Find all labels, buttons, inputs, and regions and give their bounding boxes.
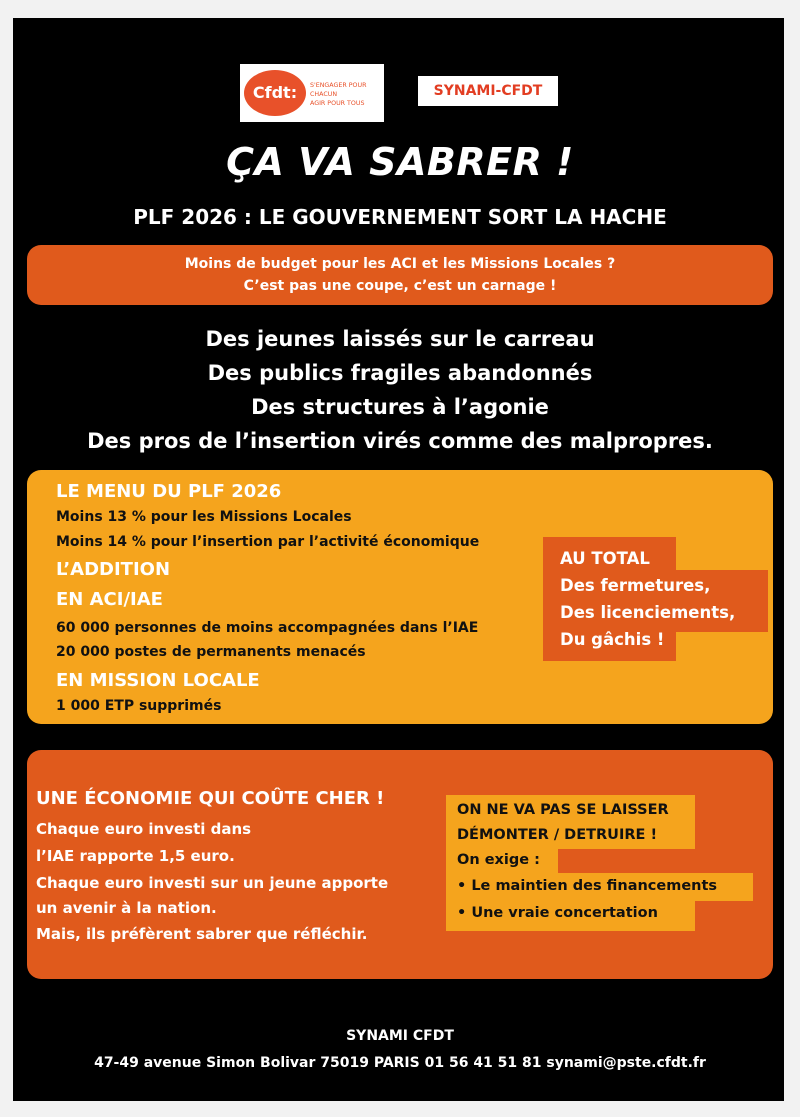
demand-line-1: ON NE VA PAS SE LAISSER	[457, 802, 669, 818]
addition-heading: L’ADDITION	[56, 559, 171, 580]
ml-line-1: 1 000 ETP supprimés	[56, 698, 222, 714]
economy-line-4: un avenir à la nation.	[36, 899, 217, 917]
total-text	[560, 545, 735, 653]
menu-heading: LE MENU DU PLF 2026	[56, 481, 282, 502]
cfdt-logo	[240, 64, 384, 122]
total-line-2: Des licenciements,	[560, 603, 736, 622]
poster-subtitle: PLF 2026 : LE GOUVERNEMENT SORT LA HACHE	[133, 205, 667, 229]
statement-1: Des jeunes laissés sur le carreau	[205, 327, 595, 351]
statement-2: Des publics fragiles abandonnés	[207, 361, 593, 385]
demand-line-3: On exige :	[457, 852, 540, 868]
economy-line-3: Chaque euro investi sur un jeune apporte	[36, 874, 389, 892]
total-heading: AU TOTAL	[560, 549, 650, 568]
total-line-1: Des fermetures,	[560, 576, 711, 595]
banner-line-2: C’est pas une coupe, c’est un carnage !	[243, 278, 557, 294]
aci-line-2: 20 000 postes de permanents menacés	[56, 644, 366, 660]
menu-line-1: Moins 13 % pour les Missions Locales	[56, 509, 352, 525]
economy-line-1: Chaque euro investi dans	[36, 820, 252, 838]
demand-line-2: DÉMONTER / DETRUIRE !	[457, 827, 658, 843]
ml-heading: EN MISSION LOCALE	[56, 670, 260, 691]
economy-heading: UNE ÉCONOMIE QUI COÛTE CHER !	[36, 788, 385, 809]
demand-item-2: • Une vraie concertation	[457, 905, 658, 921]
cfdt-logo-tagline: S'ENGAGER POUR CHACUN AGIR POUR TOUS	[310, 82, 367, 107]
synami-badge: SYNAMI-CFDT	[418, 76, 558, 106]
statement-3: Des structures à l’agonie	[251, 395, 549, 419]
total-line-3: Du gâchis !	[560, 630, 665, 649]
footer-contact: 47-49 avenue Simon Bolivar 75019 PARIS 01 56 41 51 81 synami@pste.cfdt.fr	[94, 1055, 706, 1071]
banner-line-1: Moins de budget pour les ACI et les Missions Locales ?	[184, 256, 616, 272]
cfdt-logo-mark: Cfdt:	[244, 70, 306, 116]
poster-title: ÇA VA SABRER !	[226, 140, 574, 184]
footer-org: SYNAMI CFDT	[346, 1028, 454, 1044]
statement-4: Des pros de l’insertion virés comme des malpropres.	[87, 429, 713, 453]
aci-heading: EN ACI/IAE	[56, 589, 163, 610]
economy-line-5: Mais, ils préfèrent sabrer que réfléchir.	[36, 925, 368, 943]
economy-line-2: l’IAE rapporte 1,5 euro.	[36, 847, 235, 865]
menu-line-2: Moins 14 % pour l’insertion par l’activité économique	[56, 534, 480, 550]
demand-item-1: • Le maintien des financements	[457, 878, 718, 894]
budget-banner	[27, 245, 773, 305]
aci-line-1: 60 000 personnes de moins accompagnées dans l’IAE	[56, 620, 479, 636]
